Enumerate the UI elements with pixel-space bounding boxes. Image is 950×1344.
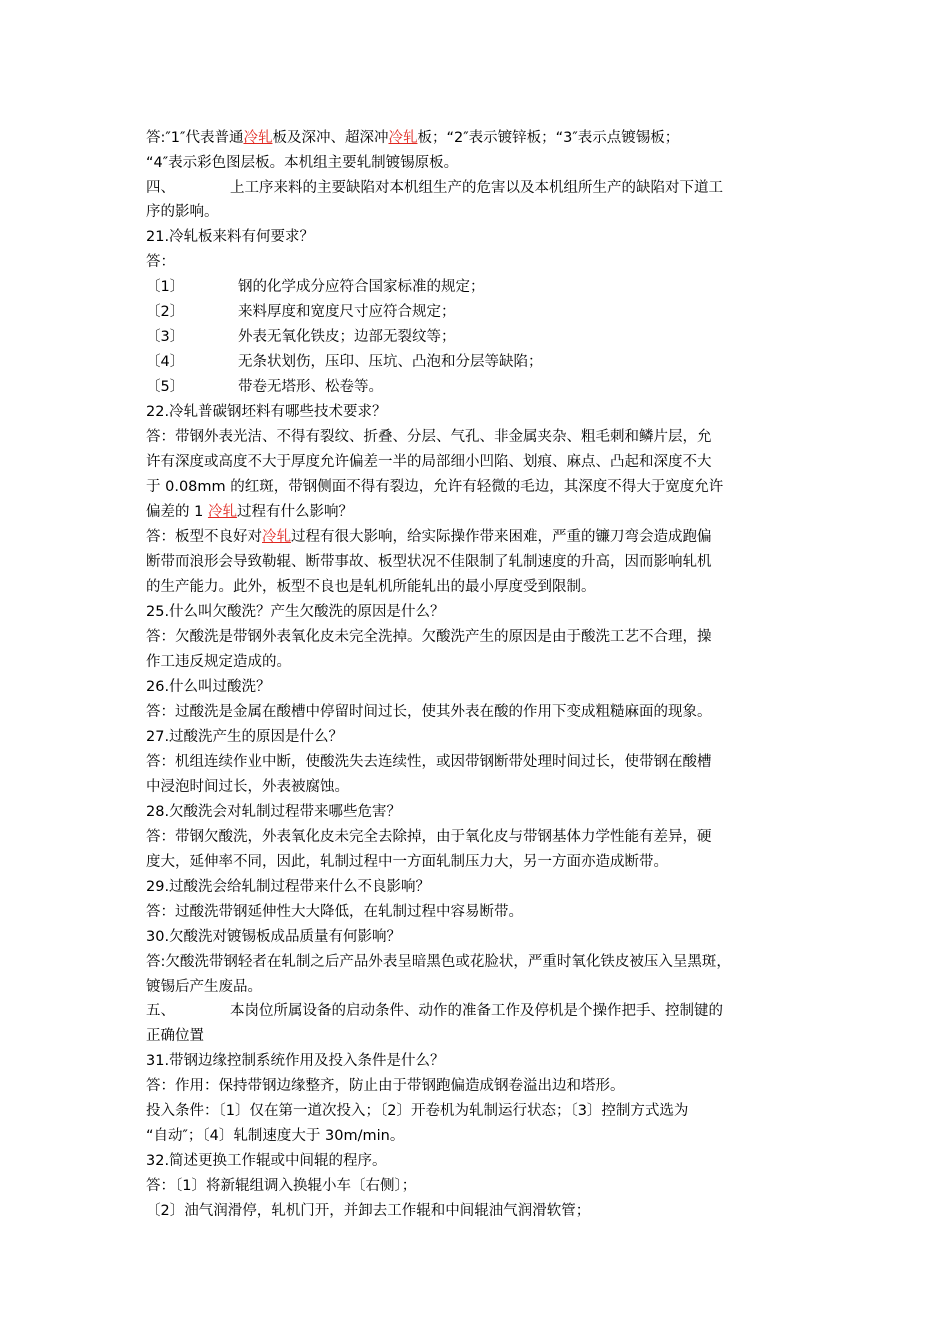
answer-line: 答：作用：保持带钢边缘整齐，防止由于带钢跑偏造成钢卷溢出边和塔形。 [146, 1078, 625, 1094]
list-number: 〔3〕 [146, 329, 185, 345]
answer-line: 〔2〕油气润滑停，轧机门开，并卸去工作辊和中间辊油气润滑软管； [146, 1203, 591, 1219]
keyword-link[interactable]: 冷轧 [388, 130, 418, 146]
answer-line: 于 0.08mm 的红斑，带钢侧面不得有裂边，允许有轻微的毛边，其深度不得大于宽度允许 [146, 479, 724, 495]
question-line: 21.冷轧板来料有何要求？ [146, 229, 315, 245]
section-number: 四、 [146, 180, 175, 196]
list-item [146, 325, 456, 349]
keyword-link[interactable]: 冷轧 [243, 130, 273, 146]
text-segment: 答:″1″代表普通 [146, 130, 244, 146]
question-line: 30.欠酸洗对镀锡板成品质量有何影响？ [146, 929, 402, 945]
list-text: 带卷无塔形、松卷等。 [238, 379, 383, 395]
answer-line: “4″表示彩色图层板。本机组主要轧制镀锡原板。 [146, 155, 459, 171]
keyword-link[interactable]: 冷轧 [207, 504, 237, 520]
answer-line: 答： [146, 254, 175, 270]
question-line: 31.带钢边缘控制系统作用及投入条件是什么？ [146, 1053, 445, 1069]
section-heading-cont: 正确位置 [146, 1028, 204, 1044]
list-number: 〔2〕 [146, 304, 185, 320]
answer-line [146, 500, 353, 524]
list-item [146, 275, 485, 299]
list-text: 外表无氧化铁皮；边部无裂纹等； [238, 329, 456, 345]
answer-line: 答：过酸洗带钢延伸性大大降低，在轧制过程中容易断带。 [146, 904, 523, 920]
answer-line: 许有深度或高度不大于厚度允许偏差一半的局部细小凹陷、划痕、麻点、凸起和深度不大 [146, 454, 712, 470]
section-title: 本岗位所属设备的启动条件、动作的准备工作及停机是个操作把手、控制键的 [230, 1003, 723, 1019]
list-number: 〔5〕 [146, 379, 185, 395]
answer-line: 答：带钢外表光洁、不得有裂纹、折叠、分层、气孔、非金属夹杂、粗毛刺和鳞片层，允 [146, 429, 712, 445]
section-title: 上工序来料的主要缺陷对本机组生产的危害以及本机组所生产的缺陷对下道工 [230, 180, 723, 196]
section-heading-cont: 序的影响。 [146, 204, 219, 220]
answer-line: 作工违反规定造成的。 [146, 654, 291, 670]
answer-line: 答:欠酸洗带钢轻者在轧制之后产品外表呈暗黑色或花脸状，严重时氧化铁皮被压入呈黑斑， [146, 954, 731, 970]
answer-line: 答：带钢欠酸洗，外表氧化皮未完全去除掉，由于氧化皮与带钢基体力学性能有差异，硬 [146, 829, 712, 845]
text-segment: 答：板型不良好对 [146, 529, 262, 545]
list-number: 〔1〕 [146, 279, 185, 295]
question-line: 28.欠酸洗会对轧制过程带来哪些危害？ [146, 804, 402, 820]
text-segment: 偏差的 1 [146, 504, 208, 520]
list-text: 钢的化学成分应符合国家标准的规定； [238, 279, 485, 295]
question-line: 27.过酸洗产生的原因是什么？ [146, 729, 344, 745]
list-text: 无条状划伤，压印、压坑、凸泡和分层等缺陷； [238, 354, 543, 370]
answer-line: 答：欠酸洗是带钢外表氧化皮未完全洗掉。欠酸洗产生的原因是由于酸洗工艺不合理，操 [146, 629, 712, 645]
answer-line: 度大，延伸率不同，因此，轧制过程中一方面轧制压力大，另一方面亦造成断带。 [146, 854, 668, 870]
list-item [146, 300, 456, 324]
section-heading [146, 999, 723, 1023]
answer-line: “自动″；〔4〕轧制速度大于 30m/min。 [146, 1128, 405, 1144]
answer-line: 断带而浪形会导致勒辊、断带事故、板型状况不佳限制了轧制速度的升高，因而影响轧机 [146, 554, 712, 570]
list-item [146, 375, 383, 399]
answer-line: 中浸泡时间过长，外表被腐蚀。 [146, 779, 349, 795]
list-number: 〔4〕 [146, 354, 185, 370]
question-line: 26.什么叫过酸洗？ [146, 679, 271, 695]
keyword-link[interactable]: 冷轧 [262, 529, 291, 545]
answer-line: 的生产能力。此外，板型不良也是轧机所能轧出的最小厚度受到限制。 [146, 579, 596, 595]
answer-line [146, 126, 679, 150]
answer-line: 答：〔1〕将新辊组调入换辊小车〔右侧〕； [146, 1178, 417, 1194]
question-line: 29.过酸洗会给轧制过程带来什么不良影响？ [146, 879, 431, 895]
answer-line: 镀锡后产生废品。 [146, 979, 262, 995]
question-line: 22.冷轧普碳钢坯料有哪些技术要求？ [146, 404, 387, 420]
text-segment: 板；“2″表示镀锌板；“3″表示点镀锡板； [417, 130, 680, 146]
text-segment: 过程有很大影响，给实际操作带来困难，严重的镰刀弯会造成跑偏 [291, 529, 712, 545]
answer-line: 投入条件：〔1〕仅在第一道次投入；〔2〕开卷机为轧制运行状态；〔3〕控制方式选为 [146, 1103, 689, 1119]
answer-line: 答：机组连续作业中断，使酸洗失去连续性，或因带钢断带处理时间过长，使带钢在酸槽 [146, 754, 712, 770]
list-item [146, 350, 543, 374]
answer-line [146, 525, 712, 549]
text-segment: 过程有什么影响？ [236, 504, 353, 520]
text-segment: 板及深冲、超深冲 [272, 130, 389, 146]
answer-line: 答：过酸洗是金属在酸槽中停留时间过长，使其外表在酸的作用下变成粗糙麻面的现象。 [146, 704, 712, 720]
question-line: 32.简述更换工作辊或中间辊的程序。 [146, 1153, 387, 1169]
question-line: 25.什么叫欠酸洗？产生欠酸洗的原因是什么？ [146, 604, 445, 620]
section-number: 五、 [146, 1003, 175, 1019]
section-heading [146, 176, 723, 200]
list-text: 来料厚度和宽度尺寸应符合规定； [238, 304, 456, 320]
